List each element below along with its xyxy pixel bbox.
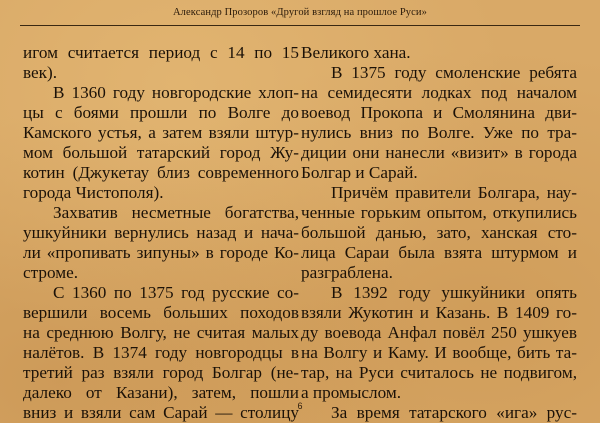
text-line: В 1392 году ушкуйники опять — [331, 283, 577, 302]
text-line: воевод Прокопа и Смолянина дви- — [301, 103, 577, 122]
text-line: нулись вниз по Волге. Уже по тра- — [301, 123, 577, 142]
text-line: вершили восемь больших походов — [23, 303, 299, 322]
header-rule — [20, 25, 580, 26]
text-line: третий раз взяли город Болгар (не- — [23, 363, 299, 382]
text-line: строме. — [23, 263, 79, 282]
text-line: вниз и взяли сам Сарай — столицу — [23, 403, 299, 422]
text-line: век). — [23, 63, 58, 82]
text-line: В 1360 году новгородские хлоп- — [53, 83, 299, 102]
text-line: на семидесяти лодках под началом — [301, 83, 577, 102]
text-line: Захватив несметные богатства, — [53, 203, 299, 222]
page-number: 6 — [297, 401, 303, 411]
text-line: взяли Жукотин и Казань. В 1409 го- — [301, 303, 577, 322]
text-line: Болгар и Сарай. — [301, 163, 418, 182]
text-line: налётов. В 1374 году новгородцы в — [23, 343, 299, 362]
text-line: цы с боями прошли по Волге до — [23, 103, 299, 122]
text-line: Причём правители Болгара, нау- — [331, 183, 577, 202]
text-line: ли «пропивать зипуны» в городе Ко- — [23, 243, 299, 262]
text-line: далеко от Казани), затем, пошли — [23, 383, 299, 402]
text-line: на среднюю Волгу, не считая малых — [23, 323, 299, 342]
text-line: разграблена. — [301, 263, 393, 282]
left-column — [23, 43, 299, 423]
text-line: С 1360 по 1375 год русские со- — [53, 283, 299, 302]
text-line: диции они нанесли «визит» в города — [301, 143, 577, 162]
text-line: на Волгу и Каму. И вообще, бить та- — [301, 343, 577, 362]
text-line: В 1375 году смоленские ребята — [331, 63, 577, 82]
text-line: Камского устья, а затем взяли штур- — [23, 123, 299, 142]
text-line: ду воевода Анфал повёл 250 ушкуев — [301, 323, 577, 342]
text-line: города Чистополя). — [23, 183, 164, 202]
text-line: Великого хана. — [301, 43, 411, 62]
right-column — [301, 43, 577, 423]
text-line: За время татарского «ига» рус- — [331, 403, 577, 422]
text-line: тар, на Руси считалось не подвигом, — [301, 363, 577, 382]
running-head: Александр Прозоров «Другой взгляд на прошлое Руси» — [173, 7, 427, 18]
text-line: игом считается период с 14 по 15 — [23, 43, 299, 62]
text-line: а промыслом. — [301, 383, 402, 402]
text-line: большой данью, зато, ханская сто- — [301, 223, 577, 242]
text-line: лица Сараи была взята штурмом и — [301, 243, 577, 262]
text-line: ченные горьким опытом, откупились — [301, 203, 577, 222]
text-line: мом большой татарский город Жу- — [23, 143, 299, 162]
text-line: котин (Джукетау близ современного — [23, 163, 299, 182]
text-line: ушкуйники вернулись назад и нача- — [23, 223, 299, 242]
